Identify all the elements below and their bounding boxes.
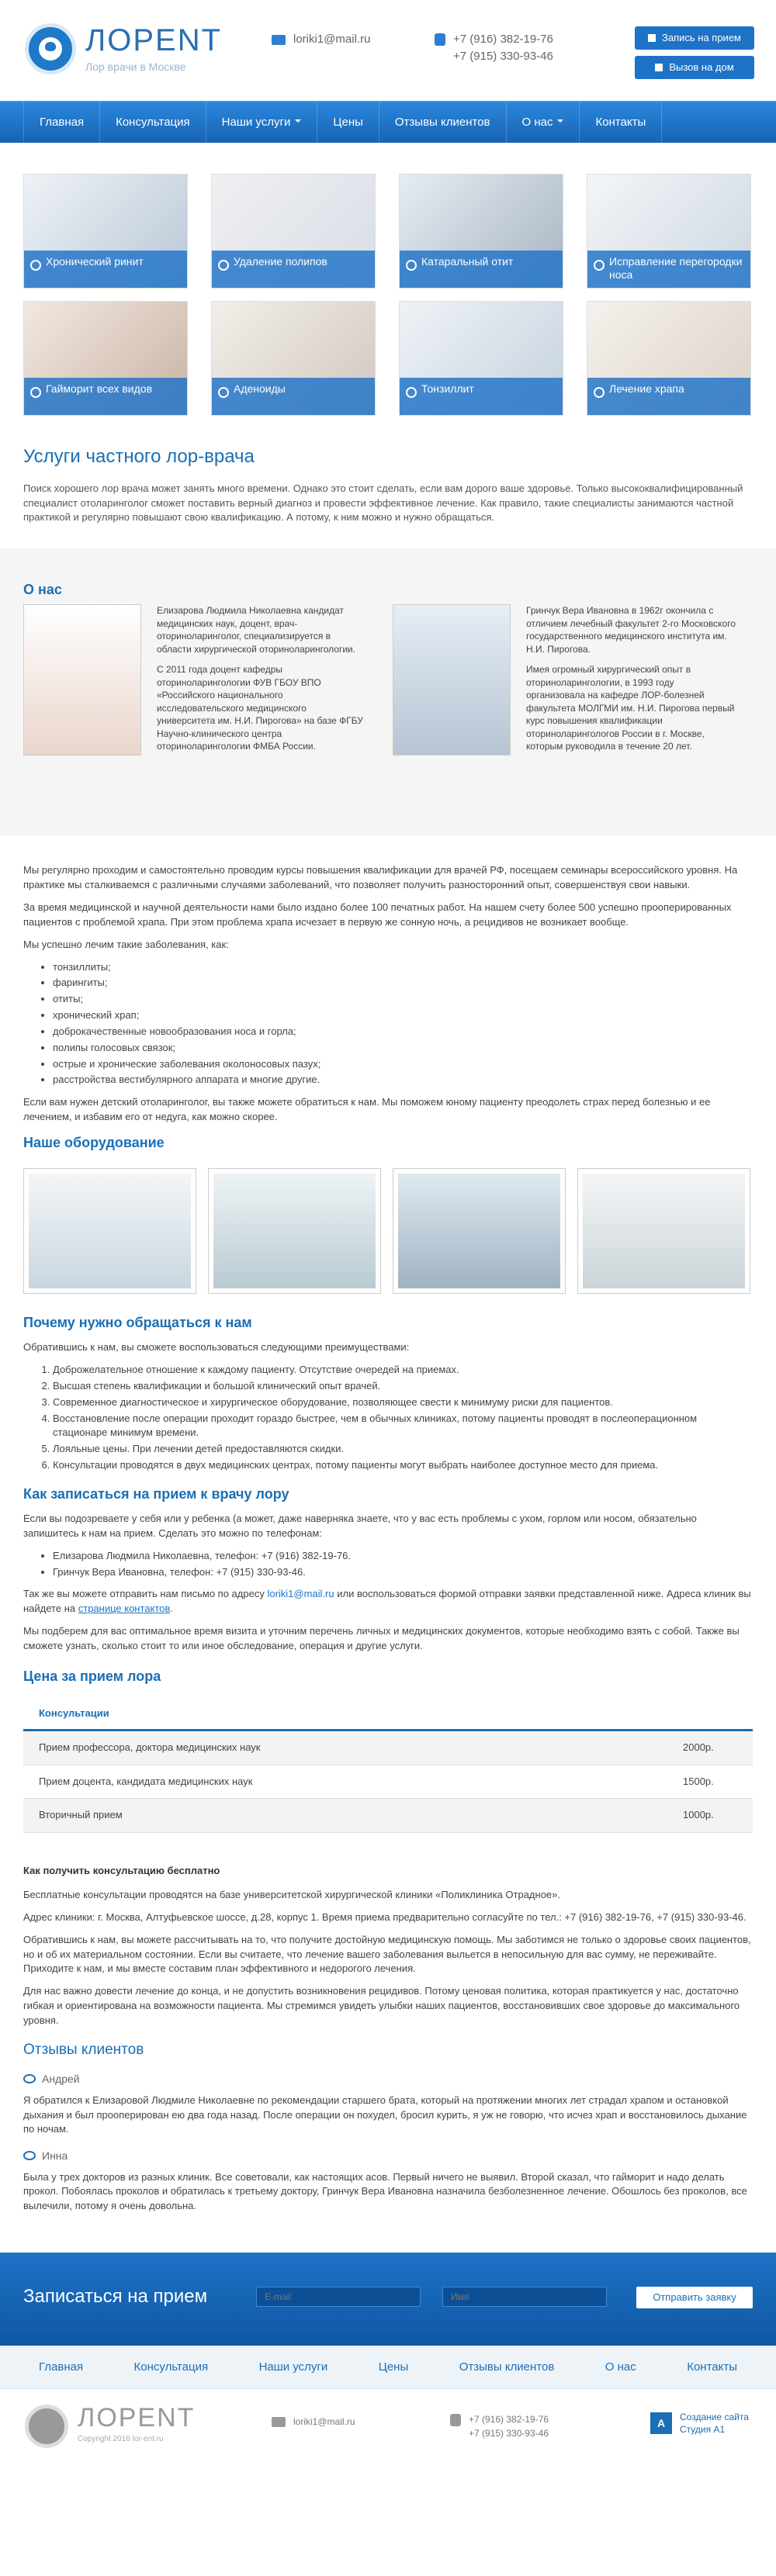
howto-para: Если вы подозреваете у себя или у ребенка (а может, даже наверняка знаете, что у вас есть проблемы с ухом, горлом или носом, обязательно запишитесь к нам на прием. Сделать это можно по телефонам:	[23, 1513, 697, 1539]
tile-label: Удаление полипов	[212, 251, 375, 288]
signup-title: Записаться на прием	[23, 2286, 208, 2308]
service-tile[interactable]	[211, 174, 376, 289]
list-item: • Гринчук Вера Ивановна, телефон: +7 (915) 330-93-46.	[53, 1565, 753, 1580]
footer-nav-about[interactable]: О нас	[605, 2360, 636, 2374]
tagline: Лор врачи в Москве	[85, 61, 186, 73]
logo-icon[interactable]	[25, 23, 76, 74]
review-author	[23, 2071, 753, 2087]
studio-credit-line: Студия А1	[680, 2424, 726, 2436]
nav-home[interactable]: Главная	[23, 102, 100, 143]
phone-icon	[450, 2414, 461, 2426]
list-item: • тонзиллиты;	[53, 960, 753, 975]
service-tile[interactable]	[399, 301, 563, 416]
footer-nav-services[interactable]: Наши услуги	[258, 2360, 328, 2374]
about-section	[0, 548, 776, 835]
tile-label: Гайморит всех видов	[24, 378, 187, 415]
list-item: 6. Консультации проводятся в двух медицинских центрах, потому пациенты могут выбрать наиболее доступное место для приема.	[53, 1458, 753, 1473]
nav-consultation[interactable]: Консультация	[100, 102, 206, 143]
list-item: • острые и хронические заболевания околоносовых пазух;	[53, 1057, 753, 1072]
home-call-button[interactable]	[635, 56, 754, 79]
tile-label: Аденоиды	[212, 378, 375, 415]
doctor-bio-para: Елизарова Людмила Николаевна кандидат медицинских наук, доцент, врач-оториноларинголог, специализируется в области хирургической оториноларингологии.	[157, 605, 356, 655]
list-item: • Елизарова Людмила Николаевна, телефон: +7 (916) 382-19-76.	[53, 1549, 753, 1564]
service-tile[interactable]	[211, 301, 376, 416]
chevron-down-icon	[295, 119, 301, 126]
nav-prices[interactable]: Цены	[317, 102, 379, 143]
table-cell: Прием профессора, доктора медицинских наук	[23, 1730, 667, 1765]
service-tile[interactable]	[587, 301, 751, 416]
plus-icon	[655, 64, 663, 71]
howto-title: Как записаться на прием к врачу лору	[23, 1485, 289, 1502]
studio-credit-line: Создание сайта	[680, 2412, 749, 2423]
nav-services[interactable]	[206, 102, 318, 143]
doctor-photo	[23, 604, 141, 756]
equipment-photo[interactable]	[23, 1168, 196, 1294]
doctor-bio	[157, 604, 366, 761]
services-text: Поиск хорошего лор врача может занять много времени. Однако это стоит сделать, если вам дорого ваше здоровье. Только высококвалифицированный специалист отоларинголог сможет поставить верный диагноз и провести эффективное лечение. Как правило, такие специалисты занимаются частной практикой и регулярно повышают свою квалификацию. А потому, к ним можно и нужно обращаться.	[23, 482, 743, 524]
main-nav	[0, 101, 776, 143]
nav-reviews[interactable]: Отзывы клиентов	[379, 102, 507, 143]
service-tile[interactable]	[587, 174, 751, 289]
review-author-name: Инна	[42, 2149, 68, 2163]
header-phone-1[interactable]: +7 (916) 382-19-76	[453, 33, 553, 46]
studio-logo-icon[interactable]: A	[650, 2412, 672, 2434]
list-item: • фарингиты;	[53, 976, 753, 991]
footer-phone-1[interactable]: +7 (916) 382-19-76	[469, 2414, 549, 2426]
logo-icon[interactable]	[25, 2405, 68, 2448]
table-cell: Прием доцента, кандидата медицинских наук	[23, 1765, 667, 1799]
footer-phones	[450, 2412, 549, 2440]
mail-icon	[272, 2417, 286, 2427]
chevron-down-icon	[557, 119, 563, 126]
footer-email[interactable]	[272, 2415, 355, 2429]
list-item: 4. Восстановление после операции проходит гораздо быстрее, чем в обычных клиниках, потому пациенты проводят в послеоперационном стационаре минимум времени.	[53, 1412, 753, 1441]
prices-title: Цена за прием лора	[23, 1668, 161, 1684]
equipment-photo[interactable]	[393, 1168, 566, 1294]
list-item: 3. Современное диагностическое и хирургическое оборудование, позволяющее свести к минимуму риски для пациентов.	[53, 1395, 753, 1410]
table-cell: 2000р.	[667, 1730, 753, 1765]
mail-icon	[272, 35, 286, 45]
tile-label: Катаральный отит	[400, 251, 563, 288]
review	[23, 2071, 753, 2137]
header-phone-2[interactable]: +7 (915) 330-93-46	[453, 50, 553, 63]
table-cell: Вторичный прием	[23, 1799, 667, 1833]
email-field[interactable]	[256, 2287, 421, 2307]
equipment-photo[interactable]	[577, 1168, 750, 1294]
equipment-image	[398, 1174, 560, 1288]
header	[23, 0, 753, 101]
free-para: Обратившись к нам, вы можете рассчитывать на то, что получите достойную медицинскую помощь. Мы заботимся не только о здоровье своих пациентов, но и об их материальном состоянии. Если вы считаете, что лечение вашего заболевания выльется в непосильную для вас сумму, не переживайте. Приходите к нам, и мы вместе составим план эффективного и недорогого лечения.	[23, 1933, 751, 1975]
free-title: Как получить консультацию бесплатно	[23, 1865, 220, 1877]
phones-list	[53, 1549, 753, 1580]
footer-nav	[0, 2346, 776, 2389]
review	[23, 2148, 753, 2214]
home-call-button-label: Вызов на дом	[669, 61, 734, 73]
equipment-image	[29, 1174, 191, 1288]
tile-label: Исправление перегородки носа	[587, 251, 750, 288]
equipment-gallery	[23, 1168, 753, 1294]
footer-phone-2[interactable]: +7 (915) 330-93-46	[469, 2428, 549, 2439]
footer-brand[interactable]: ЛОРЕNT	[78, 2403, 196, 2433]
footer-nav-contacts[interactable]: Контакты	[687, 2360, 737, 2374]
equipment-title: Наше оборудование	[23, 1134, 165, 1150]
equipment-image	[583, 1174, 745, 1288]
review-author	[23, 2148, 753, 2163]
nav-services-label: Наши услуги	[221, 116, 291, 129]
appointment-button[interactable]	[635, 26, 754, 50]
list-item: • расстройства вестибулярного аппарата и многие другие.	[53, 1073, 753, 1087]
about-title: О нас	[23, 582, 62, 598]
howto-para: Так же вы можете отправить нам письмо по адресу loriki1@mail.ru или воспользоваться формой отправки заявки представленной ниже. Адреса клиник вы найдете на странице контактов.	[23, 1588, 751, 1615]
diseases-list	[53, 960, 753, 1088]
list-item: • отиты;	[53, 992, 753, 1007]
review-author-name: Андрей	[42, 2073, 80, 2086]
footer	[23, 2389, 753, 2467]
header-phones	[435, 31, 553, 65]
tile-label: Лечение храпа	[587, 378, 750, 415]
nav-about[interactable]	[507, 102, 580, 143]
list-item: • доброкачественные новообразования носа и горла;	[53, 1025, 753, 1039]
submit-button[interactable]: Отправить заявку	[636, 2287, 753, 2308]
doctor-bio-para: Имея огромный хирургический опыт в оториноларингологии, в 1993 году организовала на кафедре ЛОР-болезней факультета МОЛГМИ им. Н.И. Пирогова первый курс повышения квалификации оториноларингологов России в г. Москве, которым руководила в течение 20 лет.	[526, 664, 735, 752]
table-row	[23, 1799, 753, 1833]
free-para: Для нас важно довести лечение до конца, и не допустить возникновения рецидивов. Потому ценовая политика, которая практикуется у нас, достаточно гибкая и ориентирована на возможности пациента. Мы стремимся увидеть улыбки наших пациентов, восстановивших свое здоровье до максимального уровня.	[23, 1985, 740, 2026]
review-text: Была у трех докторов из разных клиник. Все советовали, как настоящих асов. Первый ничего не выявил. Второй сказал, что гайморит и надо делать прокол. Побоялась проколов и обратилась к третьему доктору, Гринчук Вера Ивановна назначила безболезненное лечение. Обошлось без проколов, все вылечили, потому я очень довольна.	[23, 2170, 747, 2212]
footer-nav-prices[interactable]: Цены	[378, 2360, 409, 2374]
service-tile[interactable]	[23, 301, 188, 416]
body-para: Если вам нужен детский отоларинголог, вы также можете обратиться к нам. Мы поможем юному пациенту преодолеть страх перед болезнью и ее лечением, и избавим его от недуга, как можно скорее.	[23, 1096, 711, 1123]
why-intro: Обратившись к нам, вы сможете воспользоваться следующими преимуществами:	[23, 1341, 410, 1354]
list-item: 1. Доброжелательное отношение к каждому пациенту. Отсутствие очередей на приемах.	[53, 1363, 753, 1378]
brand-name[interactable]: ЛОРЕNT	[85, 23, 223, 57]
header-email-text[interactable]: loriki1@mail.ru	[293, 33, 371, 46]
name-field[interactable]	[442, 2287, 607, 2307]
reviews-title: Отзывы клиентов	[23, 2041, 144, 2058]
doctor-photo	[393, 604, 511, 756]
comment-icon	[23, 2074, 36, 2083]
nav-about-label: О нас	[521, 116, 553, 129]
howto-para: Мы подберем для вас оптимальное время визита и уточним перечень личных и медицинских документов, которые необходимо взять с собой. Также вы сможете узнать, сколько стоит то или иное обследование, операция и другие услуги.	[23, 1625, 740, 1651]
list-item: • полипы голосовых связок;	[53, 1041, 753, 1056]
comment-icon	[23, 2151, 36, 2160]
footer-nav-consultation[interactable]: Консультация	[133, 2360, 209, 2374]
table-cell: 1500р.	[667, 1765, 753, 1799]
appointment-button-label: Запись на прием	[662, 32, 741, 43]
doctor-bio	[526, 604, 736, 761]
header-email[interactable]	[272, 31, 370, 48]
column-header: Консультации	[23, 1697, 753, 1730]
footer-email-text[interactable]: loriki1@mail.ru	[293, 2416, 355, 2428]
howto-text: или воспользоваться формой отправки заявки представленной ниже. Адреса клиник вы найдете на	[23, 1588, 751, 1615]
contacts-link[interactable]: странице контактов	[78, 1603, 171, 1615]
list-item: 2. Высшая степень квалификации и большой клинический опыт врачей.	[53, 1379, 753, 1394]
footer-nav-home[interactable]: Главная	[39, 2360, 84, 2374]
email-link[interactable]: loriki1@mail.ru	[267, 1588, 334, 1600]
service-tiles	[23, 174, 753, 416]
table-row	[23, 1730, 753, 1765]
free-para: Бесплатные консультации проводятся на базе университетской хирургической клиники «Поликлиника Отрадное».	[23, 1889, 560, 1901]
studio-credit[interactable]	[680, 2411, 749, 2436]
signup-section	[0, 2253, 776, 2346]
copyright: Copyright 2016 lor-ent.ru	[78, 2435, 164, 2444]
body-para: Мы успешно лечим такие заболевания, как:	[23, 938, 229, 950]
tile-label: Хронический ринит	[24, 251, 187, 288]
phone-icon	[435, 33, 445, 46]
table-cell: 1000р.	[667, 1799, 753, 1833]
service-tile[interactable]	[399, 174, 563, 289]
list-item: • хронический храп;	[53, 1008, 753, 1023]
equipment-photo[interactable]	[208, 1168, 381, 1294]
calendar-icon	[648, 34, 656, 42]
doctor-bio-para: Гринчук Вера Ивановна в 1962г окончила с отличием лечебный факультет 2-го Московского государственного медицинского института им. Н.И. Пирогова.	[526, 605, 736, 655]
free-para: Адрес клиники: г. Москва, Алтуфьевское шоссе, д.28, корпус 1. Время приема предварительно согласуйте по тел.: +7 (916) 382-19-76, +7 (915) 330-93-46.	[23, 1910, 747, 1923]
tile-label: Тонзиллит	[400, 378, 563, 415]
nav-contacts[interactable]: Контакты	[580, 102, 662, 143]
doctor-bio-para: С 2011 года доцент кафедры оториноларингологии ФУВ ГБОУ ВПО «Российского национального исследовательского медицинского университета им. Н.И. Пирогова» на базе ФГБУ Научно-клинического центра оториноларингологии ФМБА России.	[157, 664, 363, 752]
why-title: Почему нужно обращаться к нам	[23, 1315, 252, 1331]
review-text: Я обратился к Елизаровой Людмиле Николаевне по рекомендации старшего брата, который на протяжении многих лет страдал храпом и остановкой дыхания и был прооперирован ею два года назад. После операции он похудел, бросил курить, я уж не говорю, что исчез храп и восстановилось дыхание по ночам.	[23, 2094, 747, 2135]
body-para: Мы регулярно проходим и самостоятельно проводим курсы повышения квалификации для врачей РФ, посещаем семинары всероссийского уровня. На практике мы сталкиваемся с различными случаями заболеваний, что позволяет получить разносторонний опыт, совершенствуя свои навыки.	[23, 864, 738, 891]
advantages-list	[53, 1363, 753, 1473]
body-para: За время медицинской и научной деятельности нами было издано более 100 печатных работ. На нашем счету более 500 успешно прооперированных пациентов с проблемой храпа. При этом проблема храпа исчезает в первую же сонную ночь, а рецидивов не возникает вообще.	[23, 901, 732, 928]
services-title: Услуги частного лор-врача	[23, 446, 255, 467]
footer-nav-reviews[interactable]: Отзывы клиентов	[459, 2360, 555, 2374]
table-header	[23, 1697, 753, 1730]
service-tile[interactable]	[23, 174, 188, 289]
table-row	[23, 1765, 753, 1799]
list-item: 5. Лояльные цены. При лечении детей предоставляются скидки.	[53, 1442, 753, 1457]
price-table	[23, 1697, 753, 1833]
equipment-image	[213, 1174, 376, 1288]
howto-text: Так же вы можете отправить нам письмо по адресу	[23, 1588, 265, 1600]
